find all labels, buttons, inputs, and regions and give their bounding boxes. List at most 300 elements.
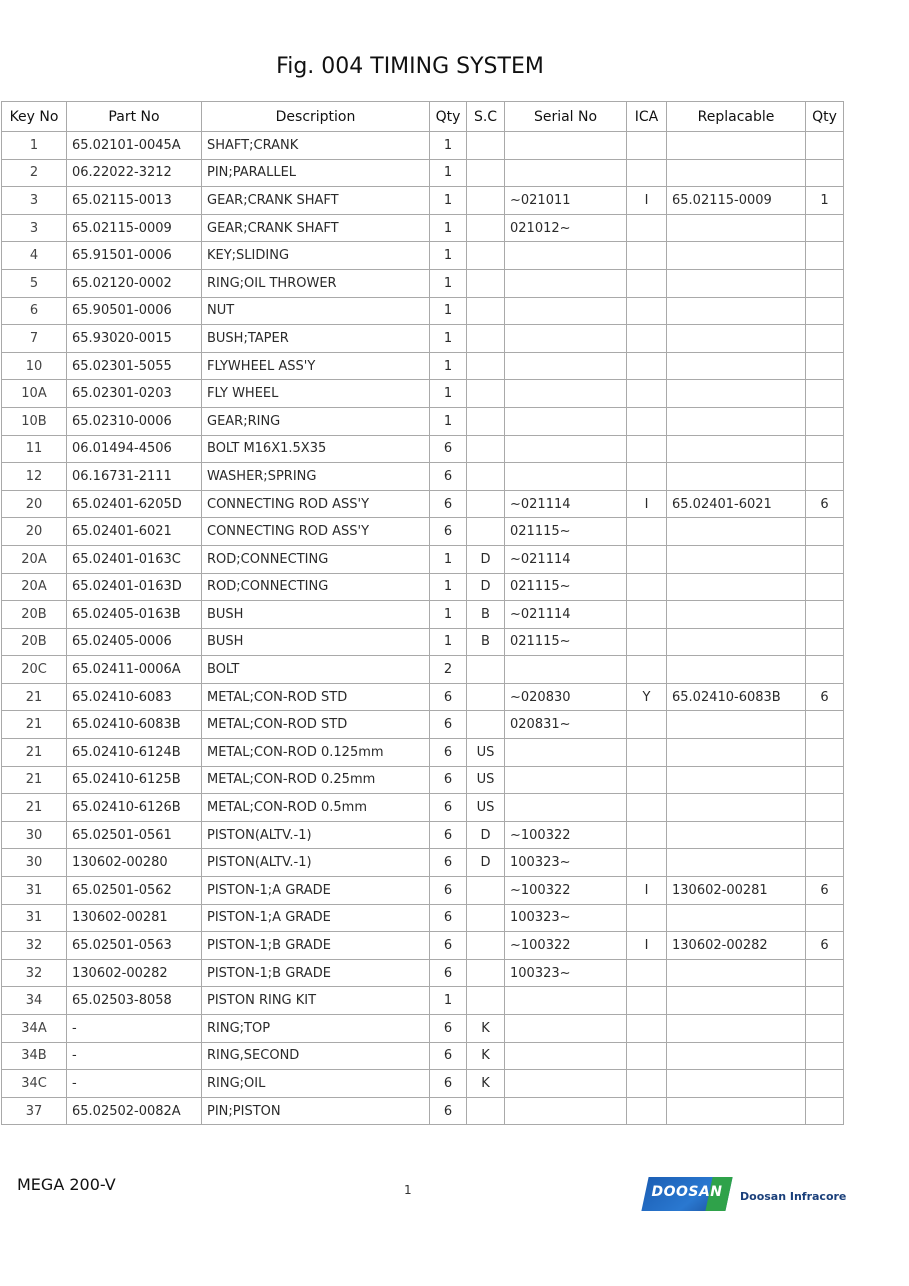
cell-replace-qty: 6 <box>806 932 844 960</box>
cell-key-no: 7 <box>2 325 67 353</box>
cell-replacable <box>667 794 806 822</box>
cell-qty: 1 <box>430 159 467 187</box>
cell-key-no: 5 <box>2 269 67 297</box>
cell-ica <box>627 380 667 408</box>
cell-serial-no: 100323~ <box>505 849 627 877</box>
cell-ica <box>627 297 667 325</box>
cell-sc <box>467 904 505 932</box>
cell-part-no: 65.02120-0002 <box>67 269 202 297</box>
cell-key-no: 6 <box>2 297 67 325</box>
cell-qty: 6 <box>430 904 467 932</box>
cell-serial-no: 100323~ <box>505 904 627 932</box>
cell-sc <box>467 352 505 380</box>
cell-part-no: 65.02405-0163B <box>67 601 202 629</box>
cell-part-no: 65.02410-6083 <box>67 683 202 711</box>
cell-description: PIN;PARALLEL <box>202 159 430 187</box>
cell-serial-no: ~021114 <box>505 545 627 573</box>
cell-replacable <box>667 904 806 932</box>
cell-key-no: 20A <box>2 573 67 601</box>
cell-ica <box>627 242 667 270</box>
cell-replacable <box>667 297 806 325</box>
cell-replace-qty <box>806 325 844 353</box>
table-row <box>2 959 844 987</box>
cell-replace-qty <box>806 849 844 877</box>
cell-serial-no <box>505 325 627 353</box>
cell-replacable <box>667 821 806 849</box>
cell-part-no: 65.02401-0163D <box>67 573 202 601</box>
cell-key-no: 34 <box>2 987 67 1015</box>
header-description: Description <box>202 102 430 132</box>
cell-part-no: 130602-00281 <box>67 904 202 932</box>
cell-ica <box>627 518 667 546</box>
cell-part-no: 65.02401-6021 <box>67 518 202 546</box>
cell-description: PIN;PISTON <box>202 1097 430 1125</box>
cell-replacable <box>667 766 806 794</box>
cell-part-no: 65.02405-0006 <box>67 628 202 656</box>
cell-replace-qty <box>806 1015 844 1043</box>
table-row <box>2 159 844 187</box>
cell-qty: 6 <box>430 1070 467 1098</box>
cell-replacable: 65.02410-6083B <box>667 683 806 711</box>
table-row <box>2 518 844 546</box>
cell-replace-qty: 6 <box>806 877 844 905</box>
cell-description: RING,SECOND <box>202 1042 430 1070</box>
cell-qty: 6 <box>430 766 467 794</box>
table-header-row <box>2 102 844 132</box>
cell-description: BOLT <box>202 656 430 684</box>
cell-key-no: 2 <box>2 159 67 187</box>
cell-key-no: 4 <box>2 242 67 270</box>
cell-key-no: 30 <box>2 849 67 877</box>
cell-key-no: 21 <box>2 683 67 711</box>
cell-replace-qty <box>806 297 844 325</box>
header-ica: ICA <box>627 102 667 132</box>
cell-part-no: 130602-00282 <box>67 959 202 987</box>
cell-replace-qty <box>806 435 844 463</box>
cell-part-no: 65.91501-0006 <box>67 242 202 270</box>
cell-key-no: 32 <box>2 959 67 987</box>
cell-key-no: 11 <box>2 435 67 463</box>
cell-sc <box>467 132 505 160</box>
cell-serial-no: ~021011 <box>505 187 627 215</box>
cell-part-no: 65.02410-6126B <box>67 794 202 822</box>
cell-replace-qty <box>806 959 844 987</box>
cell-description: GEAR;RING <box>202 407 430 435</box>
cell-replace-qty <box>806 821 844 849</box>
cell-description: WASHER;SPRING <box>202 463 430 491</box>
cell-description: ROD;CONNECTING <box>202 573 430 601</box>
cell-description: RING;TOP <box>202 1015 430 1043</box>
cell-qty: 1 <box>430 132 467 160</box>
cell-sc <box>467 518 505 546</box>
cell-serial-no <box>505 435 627 463</box>
cell-sc <box>467 407 505 435</box>
cell-description: METAL;CON-ROD 0.5mm <box>202 794 430 822</box>
table-row <box>2 380 844 408</box>
cell-part-no: 65.02501-0562 <box>67 877 202 905</box>
cell-serial-no <box>505 242 627 270</box>
cell-serial-no <box>505 297 627 325</box>
cell-replace-qty <box>806 132 844 160</box>
cell-serial-no <box>505 352 627 380</box>
parts-table <box>1 101 844 1125</box>
cell-qty: 1 <box>430 545 467 573</box>
cell-replacable <box>667 545 806 573</box>
cell-sc <box>467 490 505 518</box>
page-title: Fig. 004 TIMING SYSTEM <box>276 54 544 79</box>
cell-replacable <box>667 987 806 1015</box>
cell-serial-no <box>505 739 627 767</box>
cell-replace-qty: 6 <box>806 490 844 518</box>
cell-key-no: 34B <box>2 1042 67 1070</box>
cell-replacable <box>667 214 806 242</box>
cell-sc <box>467 297 505 325</box>
cell-sc: K <box>467 1015 505 1043</box>
header-replace-qty: Qty <box>806 102 844 132</box>
cell-part-no: 65.02401-6205D <box>67 490 202 518</box>
cell-qty: 1 <box>430 352 467 380</box>
cell-qty: 1 <box>430 242 467 270</box>
cell-key-no: 37 <box>2 1097 67 1125</box>
cell-replacable <box>667 352 806 380</box>
header-key-no: Key No <box>2 102 67 132</box>
cell-key-no: 3 <box>2 187 67 215</box>
cell-replace-qty <box>806 573 844 601</box>
cell-qty: 6 <box>430 739 467 767</box>
cell-serial-no: ~100322 <box>505 821 627 849</box>
cell-part-no: 65.02301-5055 <box>67 352 202 380</box>
cell-part-no: 65.02301-0203 <box>67 380 202 408</box>
cell-replacable <box>667 518 806 546</box>
cell-ica: Y <box>627 683 667 711</box>
cell-sc: US <box>467 739 505 767</box>
cell-serial-no: ~100322 <box>505 932 627 960</box>
table-row <box>2 407 844 435</box>
cell-part-no: 130602-00280 <box>67 849 202 877</box>
cell-sc <box>467 656 505 684</box>
cell-description: METAL;CON-ROD STD <box>202 711 430 739</box>
cell-replace-qty <box>806 1042 844 1070</box>
cell-sc: D <box>467 821 505 849</box>
cell-description: GEAR;CRANK SHAFT <box>202 214 430 242</box>
cell-serial-no: ~021114 <box>505 490 627 518</box>
cell-replace-qty <box>806 518 844 546</box>
table-row <box>2 932 844 960</box>
cell-ica <box>627 1097 667 1125</box>
cell-description: PISTON RING KIT <box>202 987 430 1015</box>
cell-sc: B <box>467 601 505 629</box>
cell-replacable <box>667 463 806 491</box>
table-row <box>2 435 844 463</box>
cell-qty: 6 <box>430 1097 467 1125</box>
page-number: 1 <box>404 1183 412 1197</box>
cell-replace-qty <box>806 214 844 242</box>
cell-sc <box>467 187 505 215</box>
cell-serial-no: 100323~ <box>505 959 627 987</box>
cell-serial-no: ~021114 <box>505 601 627 629</box>
cell-ica <box>627 739 667 767</box>
cell-description: ROD;CONNECTING <box>202 545 430 573</box>
cell-replace-qty <box>806 380 844 408</box>
cell-part-no: 65.02501-0563 <box>67 932 202 960</box>
table-row <box>2 849 844 877</box>
cell-key-no: 21 <box>2 711 67 739</box>
cell-qty: 6 <box>430 932 467 960</box>
cell-ica <box>627 711 667 739</box>
cell-replacable <box>667 242 806 270</box>
cell-key-no: 20B <box>2 628 67 656</box>
parts-table-body <box>2 132 844 1125</box>
table-row <box>2 711 844 739</box>
cell-serial-no <box>505 463 627 491</box>
cell-part-no: 65.93020-0015 <box>67 325 202 353</box>
cell-part-no: 06.22022-3212 <box>67 159 202 187</box>
cell-replace-qty <box>806 545 844 573</box>
cell-qty: 1 <box>430 628 467 656</box>
cell-part-no: 65.02410-6124B <box>67 739 202 767</box>
cell-ica <box>627 325 667 353</box>
cell-key-no: 30 <box>2 821 67 849</box>
cell-serial-no <box>505 1015 627 1043</box>
header-qty: Qty <box>430 102 467 132</box>
cell-replace-qty <box>806 628 844 656</box>
cell-ica <box>627 794 667 822</box>
cell-description: PISTON(ALTV.-1) <box>202 849 430 877</box>
model-name: MEGA 200-V <box>17 1175 116 1194</box>
cell-replace-qty <box>806 711 844 739</box>
cell-description: CONNECTING ROD ASS'Y <box>202 490 430 518</box>
cell-description: PISTON-1;A GRADE <box>202 904 430 932</box>
table-row <box>2 325 844 353</box>
table-row <box>2 656 844 684</box>
cell-sc <box>467 325 505 353</box>
cell-key-no: 32 <box>2 932 67 960</box>
cell-qty: 6 <box>430 463 467 491</box>
cell-replace-qty <box>806 1070 844 1098</box>
cell-ica <box>627 1070 667 1098</box>
cell-sc: K <box>467 1042 505 1070</box>
table-row <box>2 132 844 160</box>
cell-ica <box>627 601 667 629</box>
cell-qty: 1 <box>430 297 467 325</box>
cell-part-no: 65.02410-6083B <box>67 711 202 739</box>
cell-qty: 6 <box>430 794 467 822</box>
cell-replacable <box>667 1015 806 1043</box>
cell-serial-no <box>505 159 627 187</box>
cell-ica <box>627 656 667 684</box>
table-row <box>2 297 844 325</box>
cell-sc <box>467 435 505 463</box>
table-row <box>2 794 844 822</box>
cell-ica <box>627 904 667 932</box>
cell-qty: 1 <box>430 573 467 601</box>
cell-sc: B <box>467 628 505 656</box>
cell-qty: 1 <box>430 987 467 1015</box>
cell-serial-no: ~100322 <box>505 877 627 905</box>
cell-serial-no: 021115~ <box>505 573 627 601</box>
table-row <box>2 904 844 932</box>
cell-part-no: 65.02502-0082A <box>67 1097 202 1125</box>
table-row <box>2 683 844 711</box>
cell-ica <box>627 132 667 160</box>
cell-serial-no: ~020830 <box>505 683 627 711</box>
header-serial-no: Serial No <box>505 102 627 132</box>
cell-replacable <box>667 1042 806 1070</box>
cell-key-no: 10 <box>2 352 67 380</box>
cell-qty: 1 <box>430 601 467 629</box>
cell-qty: 1 <box>430 380 467 408</box>
cell-qty: 6 <box>430 877 467 905</box>
cell-sc: D <box>467 545 505 573</box>
cell-qty: 6 <box>430 849 467 877</box>
cell-description: NUT <box>202 297 430 325</box>
cell-ica <box>627 435 667 463</box>
doosan-logo <box>645 1175 847 1215</box>
cell-replacable <box>667 159 806 187</box>
cell-ica: I <box>627 490 667 518</box>
table-row <box>2 821 844 849</box>
cell-sc <box>467 1097 505 1125</box>
cell-key-no: 21 <box>2 766 67 794</box>
table-row <box>2 1042 844 1070</box>
cell-qty: 6 <box>430 821 467 849</box>
cell-part-no: 06.16731-2111 <box>67 463 202 491</box>
cell-sc <box>467 242 505 270</box>
cell-replace-qty <box>806 407 844 435</box>
cell-sc <box>467 683 505 711</box>
cell-replace-qty <box>806 1097 844 1125</box>
cell-ica <box>627 987 667 1015</box>
cell-serial-no <box>505 380 627 408</box>
table-row <box>2 545 844 573</box>
cell-key-no: 10B <box>2 407 67 435</box>
logo-company-name: Doosan Infracore <box>740 1190 847 1203</box>
cell-description: FLYWHEEL ASS'Y <box>202 352 430 380</box>
cell-sc: US <box>467 766 505 794</box>
cell-part-no: 65.02101-0045A <box>67 132 202 160</box>
cell-description: METAL;CON-ROD 0.125mm <box>202 739 430 767</box>
cell-ica <box>627 959 667 987</box>
cell-description: BUSH <box>202 601 430 629</box>
cell-key-no: 21 <box>2 794 67 822</box>
cell-part-no: 65.02115-0013 <box>67 187 202 215</box>
cell-ica: I <box>627 877 667 905</box>
table-row <box>2 352 844 380</box>
cell-ica <box>627 849 667 877</box>
cell-part-no: - <box>67 1015 202 1043</box>
cell-qty: 6 <box>430 711 467 739</box>
cell-description: BUSH <box>202 628 430 656</box>
cell-qty: 6 <box>430 683 467 711</box>
cell-serial-no: 021012~ <box>505 214 627 242</box>
cell-qty: 1 <box>430 407 467 435</box>
cell-qty: 1 <box>430 187 467 215</box>
cell-replace-qty <box>806 766 844 794</box>
cell-part-no: 65.02411-0006A <box>67 656 202 684</box>
table-row <box>2 187 844 215</box>
cell-ica <box>627 573 667 601</box>
cell-replacable <box>667 711 806 739</box>
table-row <box>2 766 844 794</box>
header-sc: S.C <box>467 102 505 132</box>
cell-key-no: 31 <box>2 904 67 932</box>
cell-replace-qty <box>806 242 844 270</box>
cell-sc <box>467 380 505 408</box>
cell-ica <box>627 463 667 491</box>
cell-sc: K <box>467 1070 505 1098</box>
cell-sc: US <box>467 794 505 822</box>
cell-serial-no: 021115~ <box>505 628 627 656</box>
cell-serial-no <box>505 766 627 794</box>
cell-key-no: 34C <box>2 1070 67 1098</box>
cell-serial-no <box>505 987 627 1015</box>
cell-replacable: 130602-00281 <box>667 877 806 905</box>
cell-serial-no: 021115~ <box>505 518 627 546</box>
logo-wordmark: DOOSAN <box>651 1184 723 1200</box>
cell-replacable <box>667 407 806 435</box>
cell-description: METAL;CON-ROD STD <box>202 683 430 711</box>
cell-description: CONNECTING ROD ASS'Y <box>202 518 430 546</box>
cell-replace-qty <box>806 739 844 767</box>
cell-part-no: 06.01494-4506 <box>67 435 202 463</box>
cell-sc <box>467 959 505 987</box>
cell-serial-no <box>505 407 627 435</box>
cell-replace-qty <box>806 352 844 380</box>
table-row <box>2 214 844 242</box>
cell-replace-qty <box>806 987 844 1015</box>
cell-qty: 6 <box>430 435 467 463</box>
cell-serial-no <box>505 656 627 684</box>
cell-serial-no <box>505 794 627 822</box>
cell-part-no: 65.02410-6125B <box>67 766 202 794</box>
cell-qty: 1 <box>430 214 467 242</box>
table-row <box>2 1070 844 1098</box>
cell-part-no: 65.02115-0009 <box>67 214 202 242</box>
cell-key-no: 1 <box>2 132 67 160</box>
cell-replacable <box>667 1097 806 1125</box>
cell-ica <box>627 821 667 849</box>
cell-key-no: 20C <box>2 656 67 684</box>
cell-part-no: 65.02310-0006 <box>67 407 202 435</box>
cell-key-no: 31 <box>2 877 67 905</box>
cell-replace-qty: 1 <box>806 187 844 215</box>
table-row <box>2 628 844 656</box>
cell-key-no: 20 <box>2 518 67 546</box>
cell-description: RING;OIL THROWER <box>202 269 430 297</box>
cell-qty: 2 <box>430 656 467 684</box>
cell-replace-qty <box>806 601 844 629</box>
table-row <box>2 601 844 629</box>
cell-sc: D <box>467 849 505 877</box>
cell-sc <box>467 877 505 905</box>
cell-replacable <box>667 849 806 877</box>
cell-key-no: 20 <box>2 490 67 518</box>
cell-replacable <box>667 959 806 987</box>
cell-replacable <box>667 380 806 408</box>
cell-qty: 1 <box>430 269 467 297</box>
cell-key-no: 12 <box>2 463 67 491</box>
cell-description: PISTON(ALTV.-1) <box>202 821 430 849</box>
cell-key-no: 34A <box>2 1015 67 1043</box>
cell-replacable <box>667 435 806 463</box>
cell-ica <box>627 269 667 297</box>
cell-sc <box>467 463 505 491</box>
table-row <box>2 877 844 905</box>
cell-description: METAL;CON-ROD 0.25mm <box>202 766 430 794</box>
cell-description: FLY WHEEL <box>202 380 430 408</box>
cell-ica <box>627 1015 667 1043</box>
cell-replace-qty <box>806 269 844 297</box>
